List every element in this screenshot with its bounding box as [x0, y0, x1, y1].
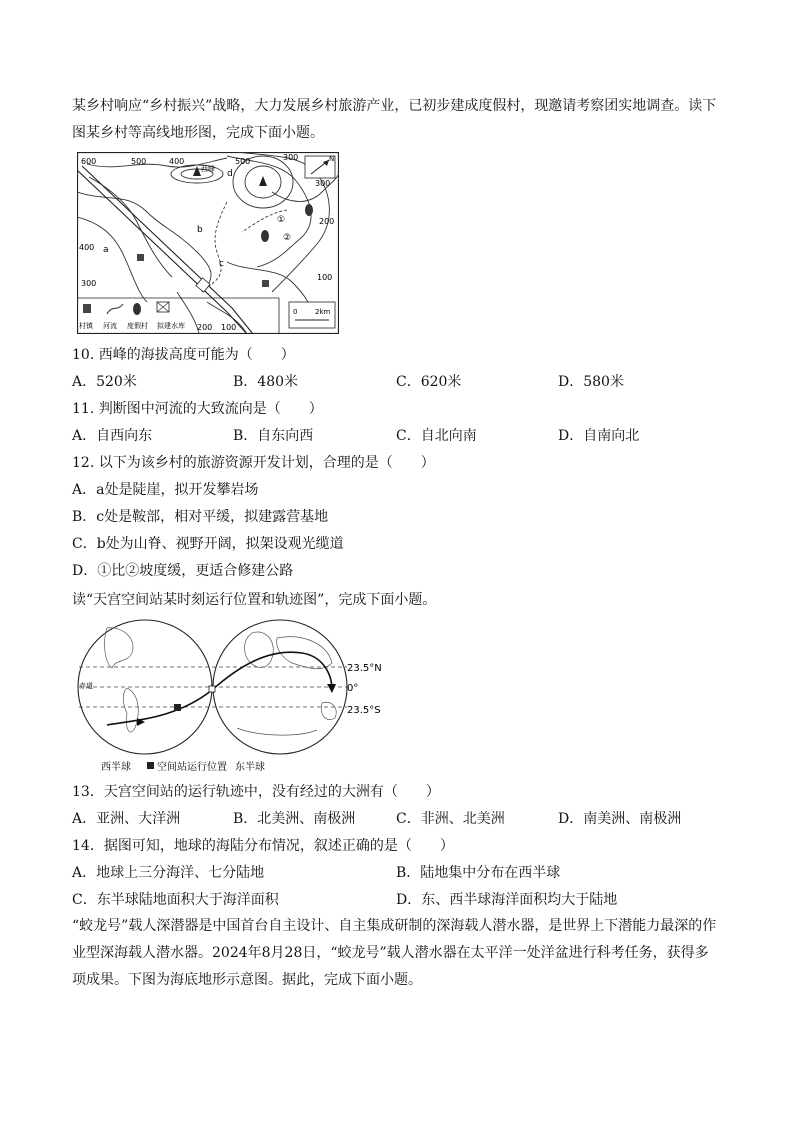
lat-zero-label: 0° [347, 683, 359, 694]
q10-option-d[interactable]: D．580米 [558, 374, 624, 390]
legend-label: 村镇 [79, 322, 93, 330]
orbit-map [77, 618, 397, 778]
q11-option-c[interactable]: C．自北向南 [396, 428, 477, 444]
scale-label: 2km [315, 308, 331, 316]
contour-label: 500 [235, 157, 251, 166]
caption-west: 西半球 [101, 762, 131, 773]
intro-paragraph-2: 读“天宫空间站某时刻运行位置和轨迹图”，完成下面小题。 [72, 592, 437, 608]
point-b: b [197, 225, 203, 235]
caption-mid: 空间站运行位置 [157, 762, 227, 773]
point-d: d [227, 169, 233, 179]
contour-map [77, 152, 339, 334]
contour-label: 100 [221, 323, 237, 332]
q13-option-d[interactable]: D．南美洲、南极洲 [558, 811, 682, 827]
q10-stem: 10. 西峰的海拔高度可能为（ ） [72, 347, 295, 363]
point-a: a [103, 245, 109, 255]
resort-icon [261, 230, 269, 242]
q13-stem: 13．天宫空间站的运行轨迹中，没有经过的大洲有（ ） [72, 784, 440, 800]
legend-label: 度假村 [127, 322, 148, 330]
point-c: c [219, 259, 224, 269]
contour-label: 500 [131, 157, 147, 166]
q12-option-c[interactable]: C．b处为山脊、视野开阔，拟架设观光缆道 [72, 536, 344, 552]
marker-1: ① [277, 215, 286, 225]
north-label: N [329, 155, 335, 163]
lat-north-label: 23.5°N [347, 663, 382, 674]
q14-option-b[interactable]: B．陆地集中分布在西半球 [396, 865, 561, 881]
q11-stem: 11. 判断图中河流的大致流向是（ ） [72, 401, 323, 417]
legend-label: 河流 [103, 322, 117, 330]
intro-paragraph-3: “蛟龙号”载人深潜器是中国首台自主设计、自主集成研制的深海载人潜水器，是世界上下潜能力最深的作业型深海载人潜水器。2024年8月28日，“蛟龙号”载人潜水器在太平洋一处洋盆进行科考任务，获得多项成果。下图为海底地形示意图。据此，完成下面小题。 [72, 918, 717, 988]
contour-label: 600 [81, 157, 97, 166]
q12-option-a[interactable]: A．a处是陡崖，拟开发攀岩场 [72, 482, 259, 498]
contour-label: 300 [283, 153, 299, 162]
q12-option-b[interactable]: B．c处是鞍部，相对平缓，拟建露营基地 [72, 509, 329, 525]
contour-label: 200 [197, 323, 213, 332]
q13-option-a[interactable]: A．亚洲、大洋洲 [72, 811, 181, 827]
contour-label: 100 [317, 273, 333, 282]
contour-label: 300 [315, 179, 331, 188]
q12-option-d[interactable]: D．①比②坡度缓，更适合修建公路 [72, 563, 294, 579]
peak-name: 西峰 [201, 165, 215, 173]
q14-option-c[interactable]: C．东半球陆地面积大于海洋面积 [72, 892, 279, 908]
q10-option-a[interactable]: A．520米 [72, 374, 137, 390]
q13-option-c[interactable]: C．非洲、北美洲 [396, 811, 505, 827]
village-icon [137, 254, 144, 261]
q11-option-a[interactable]: A．自西向东 [72, 428, 153, 444]
village-icon [262, 280, 269, 287]
q13-option-b[interactable]: B．北美洲、南极洲 [233, 811, 356, 827]
resort-icon [305, 204, 313, 216]
legend-label: 拟建水库 [157, 322, 185, 330]
contour-label: 300 [81, 279, 97, 288]
q10-option-b[interactable]: B．480米 [233, 374, 299, 390]
q10-option-c[interactable]: C．620米 [396, 374, 462, 390]
caption-east: 东半球 [235, 762, 265, 773]
q12-stem: 12. 以下为该乡村的旅游资源开发计划，合理的是（ ） [72, 455, 435, 471]
contour-label: 200 [319, 217, 335, 226]
intro-paragraph-1: 某乡村响应“乡村振兴”战略，大力发展乡村旅游产业，已初步建成度假村，现邀请考察团实地调查。读下图某乡村等高线地形图，完成下面小题。 [72, 98, 717, 141]
marker-2: ② [283, 233, 292, 243]
contour-label: 400 [79, 243, 95, 252]
scale-zero: 0 [293, 308, 298, 316]
legend-station-icon [147, 762, 154, 769]
q11-option-b[interactable]: B．自东向西 [233, 428, 314, 444]
equator-label: 赤道 [79, 682, 93, 690]
q11-option-d[interactable]: D．自南向北 [558, 428, 640, 444]
station-position-icon [174, 704, 181, 711]
q14-option-a[interactable]: A．地球上三分海洋、七分陆地 [72, 865, 265, 881]
q14-stem: 14．据图可知，地球的海陆分布情况，叙述正确的是（ ） [72, 838, 454, 854]
lat-south-label: 23.5°S [347, 705, 381, 716]
contour-label: 400 [169, 157, 185, 166]
q14-option-d[interactable]: D．东、西半球海洋面积均大于陆地 [396, 892, 618, 908]
